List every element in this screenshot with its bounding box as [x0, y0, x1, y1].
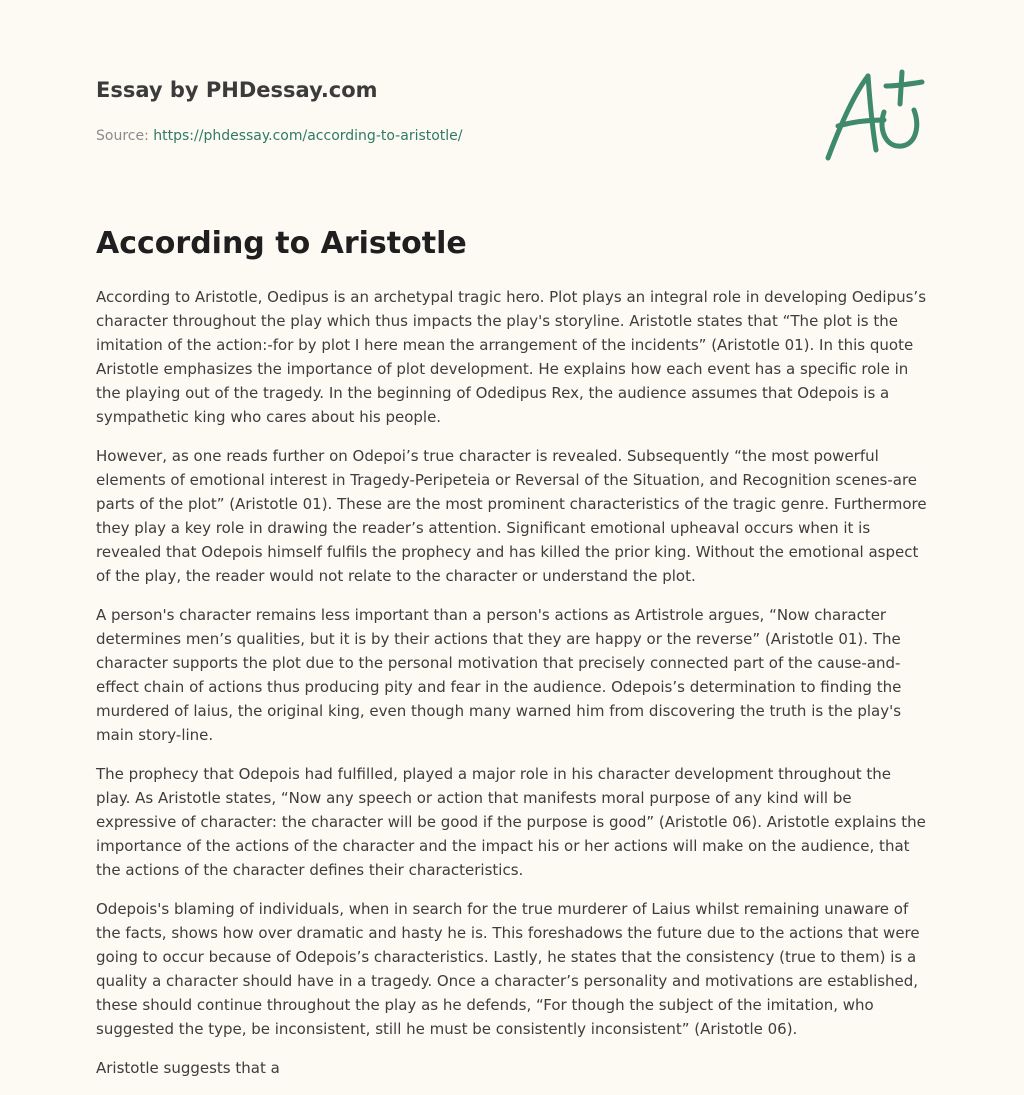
essay-paragraph: Odepois's blaming of individuals, when in search for the true murderer of Laius whilst remaining unaware of the facts, shows how over dramatic and hasty he is. This foreshadows the future due to the actions that were going to occur because of Odepois’s characteristics. Lastly, he states that the consistency (true to them) is a quality a character should have in a tragedy. Once a character’s personality and motivations are established, these should continue throughout the play as he defends, “For though the subject of the imitation, who suggested the type, be inconsistent, still he must be consistently inconsistent” (Aristotle 06).: [96, 900, 920, 1038]
a-plus-logo-icon: [818, 64, 928, 168]
source-label: Source:: [96, 128, 154, 144]
page-header: [96, 76, 796, 146]
essay-body: [96, 285, 928, 1095]
source-line: [96, 126, 796, 146]
essay-paragraph: The prophecy that Odepois had fulfilled, played a major role in his character development throughout the play. As Aristotle states, “Now any speech or action that manifests moral purpose of any kind will be expressive of character: the character will be good if the purpose is good” (Aristotle 06). Aristotle explains the importance of the actions of the character and the impact his or her actions will make on the audience, that the actions of the character defines their characteristics.: [96, 765, 926, 879]
essay-paragraph: According to Aristotle, Oedipus is an archetypal tragic hero. Plot plays an integral role in developing Oedipus’s character throughout the play which thus impacts the play's storyline. Aristotle states that “The plot is the imitation of the action:-for by plot I here mean the arrangement of the incidents” (Aristotle 01). In this quote Aristotle emphasizes the importance of plot development. He explains how each event has a specific role in the playing out of the tragedy. In the beginning of Odedipus Rex, the audience assumes that Odepois is a sympathetic king who cares about his people.: [96, 288, 927, 426]
essay-title: According to Aristotle: [96, 226, 467, 261]
essay-paragraph: However, as one reads further on Odepoi’s true character is revealed. Subsequently “the most powerful elements of emotional interest in Tragedy-Peripeteia or Reversal of the Situation, and Recognition scenes-are parts of the plot” (Aristotle 01). These are the most prominent characteristics of the tragic genre. Furthermore they play a key role in drawing the reader’s attention. Significant emotional upheaval occurs when it is revealed that Odepois himself fulfils the prophecy and has killed the prior king. Without the emotional aspect of the play, the reader would not relate to the character or understand the plot.: [96, 447, 927, 585]
essay-paragraph: A person's character remains less important than a person's actions as Artistrole argues, “Now character determines men’s qualities, but it is by their actions that they are happy or the reverse” (Aristotle 01). The character supports the plot due to the personal motivation that precisely connected part of the cause-and-effect chain of actions thus producing pity and fear in the audience. Odepois’s determination to finding the murdered of laius, the original king, even though many warned him from discovering the truth is the play's main story-line.: [96, 606, 902, 744]
essay-paragraph: Aristotle suggests that a: [96, 1059, 280, 1077]
source-link[interactable]: https://phdessay.com/according-to-aristotle/: [153, 128, 463, 144]
site-brand: Essay by PHDessay.com: [96, 78, 378, 102]
